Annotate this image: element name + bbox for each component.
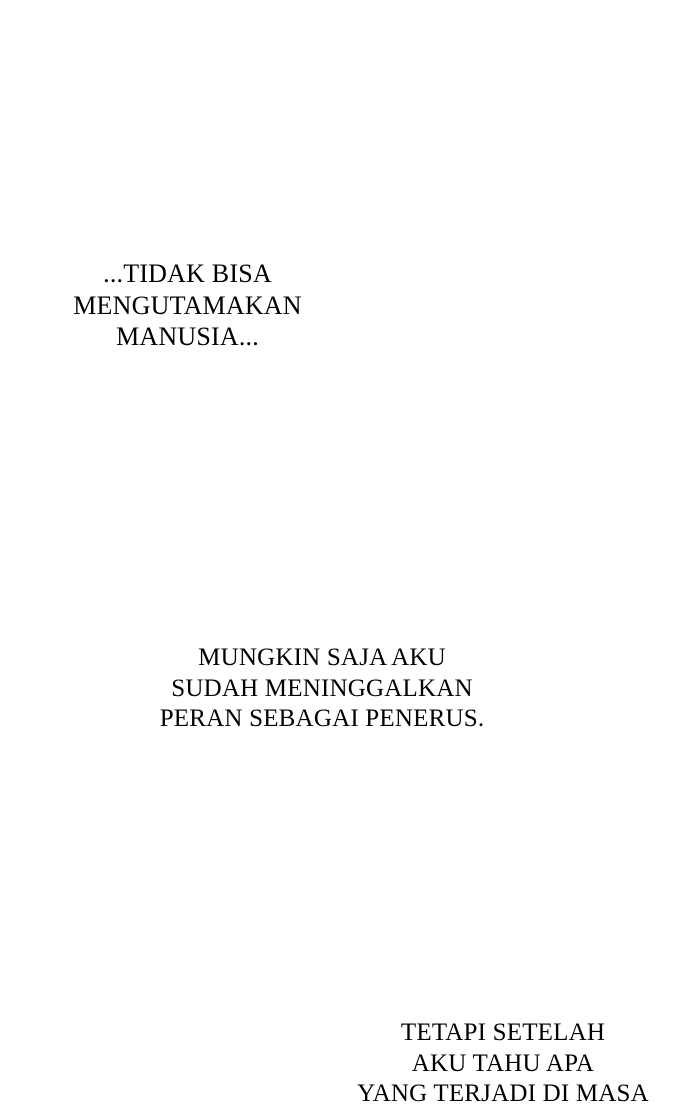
dialogue-text-block-3 bbox=[318, 1018, 688, 1110]
dialogue-line: MENGUTAMAKAN bbox=[73, 290, 302, 320]
dialogue-line: PERAN SEBAGAI PENERUS. bbox=[159, 705, 485, 732]
dialogue-line: AKU TAHU APA bbox=[411, 1049, 595, 1077]
dialogue-line: ...TIDAK BISA bbox=[103, 259, 272, 288]
dialogue-text-block-1 bbox=[55, 258, 320, 353]
dialogue-text-block-2 bbox=[138, 643, 506, 735]
dialogue-line: SUDAH MENINGGALKAN bbox=[171, 674, 473, 702]
dialogue-line: MANUSIA... bbox=[116, 322, 259, 352]
dialogue-line: YANG TERJADI DI MASA bbox=[357, 1080, 649, 1107]
dialogue-line: MUNGKIN SAJA AKU bbox=[198, 644, 446, 671]
dialogue-line: TETAPI SETELAH bbox=[400, 1019, 606, 1046]
